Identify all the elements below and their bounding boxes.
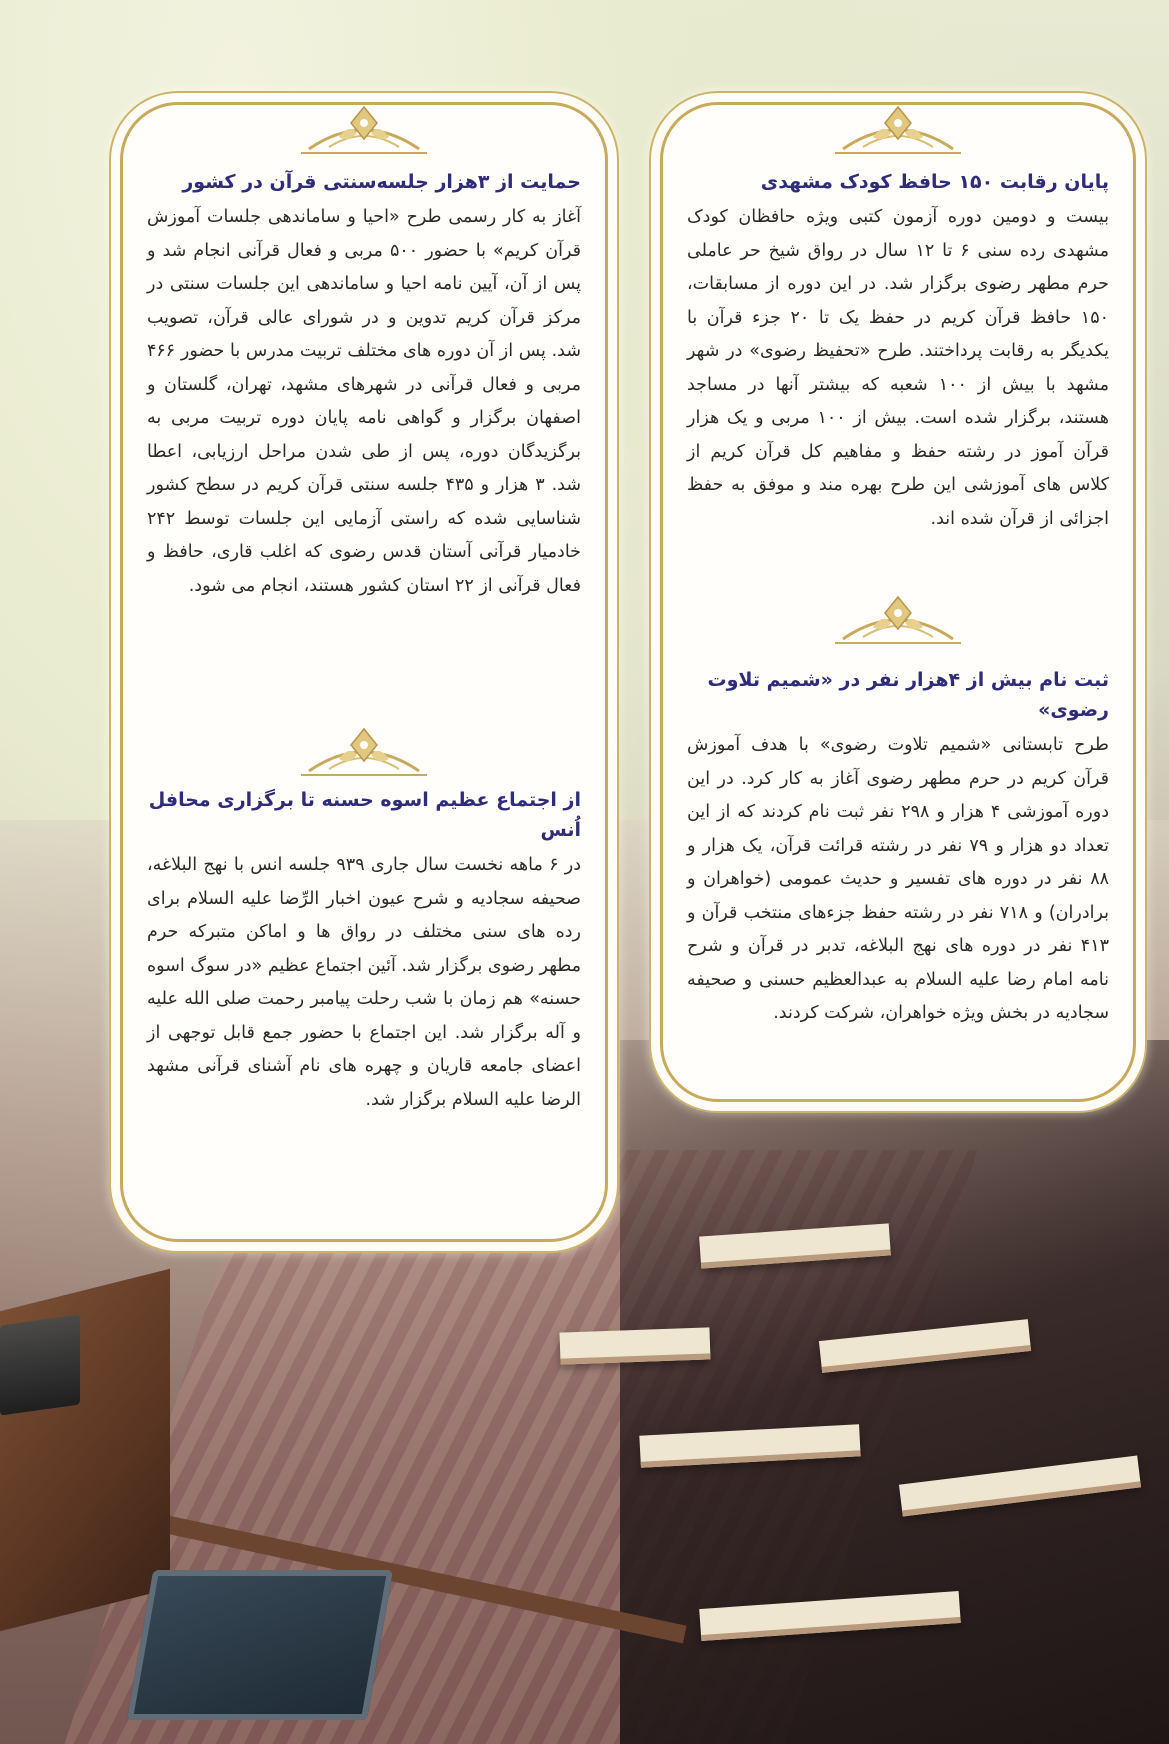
left-article-1-body: آغاز به کار رسمی طرح «احیا و ساماندهی جلسات آموزش قرآن کریم» با حضور ۵۰۰ مربی و فعال قرآنی انجام شد و پس از آن، آیین نامه احیا و ساماندهی این جلسات سنتی در مرکز قرآن کریم تدوین و در شورای عالی قرآن، تصویب شد. پس از آن دوره های مختلف تربیت مدرس با حضور ۴۶۶ مربی و فعال قرآنی در شهرهای مشهد، تهران، گلستان و اصفهان برگزار و گواهی نامه پایان دوره تربیت مربی به برگزیدگان دوره، پس از طی شدن مراحل ارزیابی، اعطا شد. ۳ هزار و ۴۳۵ جلسه سنتی قرآن کریم در سطح کشور شناسایی شده که راستی آزمایی این جلسات توسط ۲۴۲ خادمیار قرآنی آستان قدس رضوی که اغلب قاری، حافظ و فعال قرآنی از ۲۲ استان کشور هستند، انجام می شود. xyxy=(147,207,581,596)
left-article-panel xyxy=(120,102,608,1242)
right-article-2 xyxy=(687,665,1109,1031)
right-article-1 xyxy=(687,167,1109,536)
right-article-panel xyxy=(660,102,1136,1102)
background-open-quran xyxy=(559,1327,710,1364)
background-book xyxy=(0,1314,80,1415)
right-article-2-body: طرح تابستانی «شمیم تلاوت رضوی» با هدف آموزش قرآن کریم در حرم مطهر رضوی آغاز به کار کرد. در این دوره آموزشی ۴ هزار و ۲۹۸ نفر ثبت نام کردند که از این تعداد دو هزار و ۷۹ نفر در رشته قرائت قرآن، یک هزار و ۸۸ نفر در دوره های تفسیر و حدیث عمومی (خواهران و برادران) و ۷۱۸ نفر در رشته حفظ جزءهای منتخب قرآن و ۴۱۳ نفر در دوره های نهج البلاغه، تدبر در قرآن و شرح نامه امام رضا علیه السلام به عبدالعظیم حسنی و صحیفه سجادیه در بخش ویژه خواهران، شرکت کردند. xyxy=(687,735,1110,1023)
left-article-2 xyxy=(147,785,581,1117)
arabesque-ornament-icon xyxy=(833,103,963,155)
left-article-1 xyxy=(147,167,581,603)
right-article-1-title: پایان رقابت ۱۵۰ حافظ کودک مشهدی xyxy=(760,171,1109,193)
right-article-2-title: ثبت نام بیش از ۴هزار نفر در «شمیم تلاوت رضوی» xyxy=(707,669,1109,721)
arabesque-ornament-icon xyxy=(299,103,429,155)
arabesque-ornament-icon xyxy=(299,725,429,777)
left-article-2-title: از اجتماع عظیم اسوه حسنه تا برگزاری محافل اُنس xyxy=(148,789,581,841)
left-article-1-title: حمایت از ۳هزار جلسه‌سنتی قرآن در کشور xyxy=(182,171,581,193)
arabesque-ornament-icon xyxy=(833,593,963,645)
left-article-2-body: در ۶ ماهه نخست سال جاری ۹۳۹ جلسه انس با نهج البلاغه، صحیفه سجادیه و شرح عیون اخبار الرِّضا علیه السلام برای رده های سنی مختلف در رواق ها و اماکن متبرکه حرم مطهر رضوی برگزار شد. آئین اجتماع عظیم «در سوگ اسوه حسنه» هم زمان با شب رحلت پیامبر رحمت صلی الله علیه و آله برگزار شد. این اجتماع با حضور جمع قابل توجهی از اعضای جامعه قاریان و چهره های نام آشنای قرآنی مشهد الرضا علیه السلام برگزار شد. xyxy=(147,855,582,1110)
background-quran-book xyxy=(127,1570,393,1720)
right-article-1-body: بیست و دومین دوره آزمون کتبی ویژه حافظان کودک مشهدی رده سنی ۶ تا ۱۲ سال در رواق شیخ حر عاملی حرم مطهر رضوی برگزار شد. در این دوره از مسابقات، ۱۵۰ حافظ قرآن کریم در حفظ یک تا ۲۰ جزء قرآن با یکدیگر به رقابت پرداختند. طرح «تحفیظ رضوی» در شهر مشهد با بیش از ۱۰۰ شعبه که بیشتر آنها در مساجد هستند، برگزار شده است. بیش از ۱۰۰ مربی و یک هزار قرآن آموز در رشته حفظ و مفاهیم کل قرآن کریم از کلاس های آموزشی این طرح بهره مند و موفق به حفظ اجزائی از قرآن شده اند. xyxy=(687,207,1109,529)
